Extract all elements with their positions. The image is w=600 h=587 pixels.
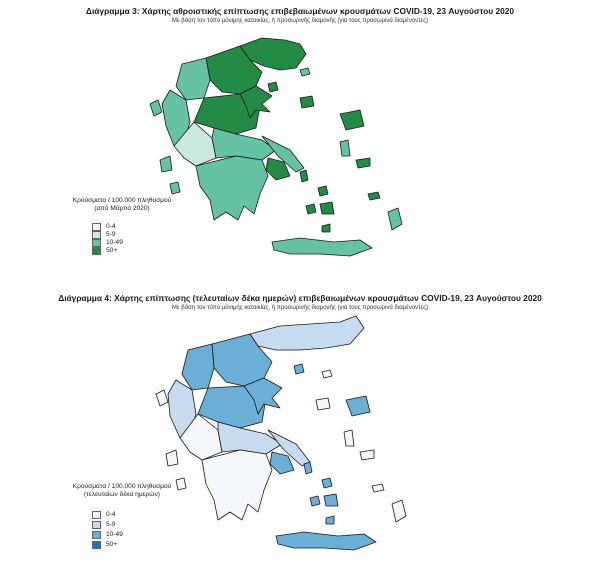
region-central-greece (212, 128, 276, 160)
island-andros (304, 462, 312, 474)
legend-item: 5-9 (92, 521, 116, 529)
island-thasos (294, 364, 304, 374)
island-kos (372, 484, 384, 492)
legend-subtitle: (από Μάρτιο 2020) (94, 205, 150, 212)
map-title: Διάγραμμα 3: Χάρτης αθροιστικής επίπτωσης επιβεβαιωμένων κρουσμάτων COVID-19, 23 Αυγούστου 2020 (85, 6, 515, 16)
legend-swatch (92, 239, 101, 247)
island-mykonos (318, 186, 328, 196)
map-panel-cumulative (0, 0, 600, 290)
legend-swatch (92, 511, 101, 519)
island-kos (368, 192, 380, 200)
choropleth-map-last-ten-days (0, 290, 600, 587)
island-naxos (324, 494, 338, 506)
region-central-greece (218, 422, 282, 454)
island-samos (360, 450, 374, 460)
choropleth-map-cumulative (0, 0, 600, 290)
island-crete (272, 238, 372, 256)
legend-item: 10-49 (92, 531, 123, 539)
island-lesvos (346, 396, 370, 416)
region-western-macedonia (176, 58, 210, 100)
island-rhodes (388, 208, 402, 230)
region-western-macedonia (182, 344, 214, 390)
island-chios (340, 140, 350, 156)
legend-item: 0-4 (92, 223, 116, 231)
region-peloponnese (202, 450, 272, 520)
island-naxos (320, 202, 334, 214)
island-kefalonia (160, 156, 172, 172)
island-kefalonia (166, 450, 178, 466)
island-crete (276, 532, 376, 550)
legend-item: 0-4 (92, 511, 116, 519)
island-samos (356, 158, 370, 168)
legend-swatch (92, 531, 101, 539)
region-peloponnese (196, 156, 268, 220)
legend-swatch (92, 541, 101, 549)
map-title: Διάγραμμα 4: Χάρτης επίπτωσης (τελευταίων δέκα ημερών) επιβεβαιωμένων κρουσμάτων COVID-19, 23 Αυγούστου 2020 (58, 293, 542, 303)
map-subtitle: Με βάση τον τόπο μόνιμης κατοικίας, ή προσωρινής διαμονής (για τους προσωρινά διαμένοντες) (171, 18, 429, 24)
island-mykonos (322, 478, 332, 488)
island-lemnos (300, 96, 314, 108)
region-thrace (250, 316, 364, 350)
island-santorini (322, 224, 330, 232)
map-panel-last-ten-days (0, 290, 600, 587)
map-subtitle: Με βάση τον τόπο μόνιμης κατοικίας, ή προσωρινής διαμονής (για τους προσωρινά διαμένοντες) (171, 305, 429, 311)
legend-swatch (92, 521, 101, 529)
map-legend (62, 197, 182, 254)
island-thasos (268, 82, 278, 92)
island-samothrace (300, 68, 310, 76)
legend-swatch (92, 231, 101, 239)
legend-title: Κρούσματα / 100.000 πληθυσμού (72, 197, 172, 204)
legend-item: 50+ (92, 247, 117, 255)
legend-item: 10-49 (92, 239, 123, 247)
island-corfu (150, 100, 162, 116)
island-corfu (156, 390, 168, 406)
island-andros (300, 170, 308, 182)
legend-swatch (92, 223, 101, 231)
island-zakynthos (170, 182, 180, 194)
legend-swatch (92, 247, 101, 255)
legend-title: Κρούσματα / 100.000 πληθυσμού (72, 483, 172, 490)
island-rhodes (392, 500, 406, 522)
island-paros (306, 204, 316, 214)
map-legend (62, 483, 182, 548)
island-samothrace (322, 370, 332, 378)
legend-item: 5-9 (92, 231, 116, 239)
legend-subtitle: (τελευταίων δέκα ημερών) (84, 491, 160, 498)
island-santorini (326, 516, 334, 524)
legend-item: 50+ (92, 541, 117, 549)
island-lemnos (316, 398, 330, 410)
island-paros (310, 496, 320, 506)
island-chios (344, 430, 354, 446)
island-lesvos (340, 110, 364, 130)
